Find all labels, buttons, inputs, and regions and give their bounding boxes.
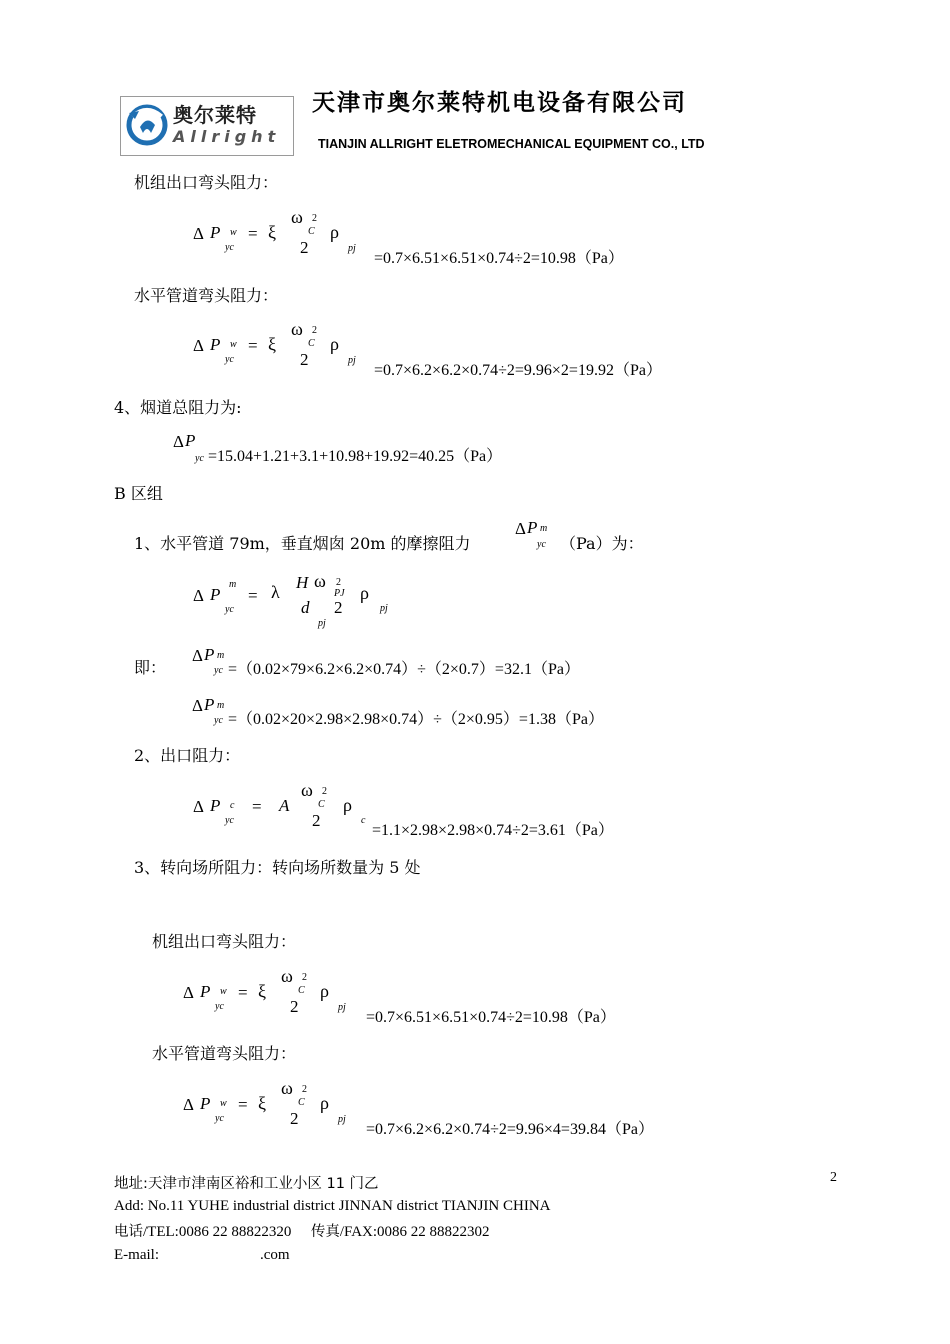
lambda-symbol: λ: [271, 582, 280, 602]
p-symbol: P: [210, 796, 221, 815]
denominator-2: 2: [300, 350, 309, 369]
xi-symbol: ξ: [268, 334, 277, 354]
equals: =: [248, 586, 258, 605]
sub-c: C: [298, 985, 305, 996]
equals: =: [248, 336, 258, 355]
sup-w: w: [220, 986, 227, 997]
sup-m: m: [217, 700, 225, 711]
rho-symbol: ρ: [320, 981, 329, 1001]
sup-2: 2: [312, 325, 317, 336]
sub-pj: pj: [318, 618, 326, 629]
fax-number: /FAX:0086 22 88822302: [339, 1224, 490, 1240]
delta-symbol: Δ: [193, 336, 204, 355]
sup-m: m: [217, 650, 225, 661]
sub-pj: pj: [338, 1114, 346, 1125]
sub-yc: yc: [214, 665, 223, 676]
delta-symbol: Δ: [173, 432, 184, 451]
sub-yc: yc: [215, 1001, 224, 1012]
outlet-resistance-result: =1.1×2.98×2.98×0.74÷2=3.61（Pa）: [372, 822, 614, 839]
sub-yc: yc: [537, 539, 546, 550]
omega-symbol: ω: [301, 780, 313, 800]
sub-c: C: [308, 226, 315, 237]
sup-2: 2: [302, 972, 307, 983]
sup-2: 2: [302, 1084, 307, 1095]
p-symbol: P: [210, 223, 221, 242]
denominator-2: 2: [290, 997, 299, 1016]
sup-m: m: [229, 579, 237, 590]
sub-c: c: [361, 815, 366, 826]
footer-address-en: Add: No.11 YUHE industrial district JINNAN district TIANJIN CHINA: [114, 1198, 551, 1214]
sub-yc: yc: [225, 604, 234, 615]
delta-symbol: Δ: [192, 696, 203, 715]
xi-symbol: ξ: [268, 222, 277, 242]
equals: =: [248, 224, 258, 243]
omega-symbol: ω: [314, 571, 326, 591]
denominator-2: 2: [312, 811, 321, 830]
tel-number: /TEL:0086 22 88822320: [143, 1224, 292, 1240]
friction-calc-horizontal: =（0.02×79×6.2×6.2×0.74）÷（2×0.7）=32.1（Pa）: [228, 661, 580, 678]
p-symbol: P: [204, 695, 215, 714]
ji-label: 即：: [134, 658, 167, 677]
p-symbol: P: [527, 518, 538, 537]
rho-symbol: ρ: [343, 795, 352, 815]
horizontal-elbow-result: =0.7×6.2×6.2×0.74÷2=9.96×2=19.92（Pa）: [374, 362, 662, 379]
sub-c: C: [298, 1097, 305, 1108]
rho-symbol: ρ: [330, 334, 339, 354]
omega-symbol: ω: [281, 1078, 293, 1098]
company-name-en: TIANJIN ALLRIGHT ELETROMECHANICAL EQUIPMENT CO., LTD: [318, 137, 705, 151]
p-symbol: P: [210, 335, 221, 354]
company-logo: [120, 96, 294, 156]
sup-w: w: [230, 227, 237, 238]
sup-c: c: [230, 800, 235, 811]
p-symbol: P: [210, 585, 221, 604]
omega-symbol: ω: [281, 966, 293, 986]
b-horizontal-elbow-label: 水平管道弯头阻力：: [152, 1044, 297, 1063]
footer-phone-fax: [114, 1220, 490, 1241]
a-symbol: A: [279, 796, 290, 815]
sub-yc: yc: [195, 453, 204, 464]
page-number: 2: [830, 1170, 837, 1185]
item1-suffix: （Pa）为：: [560, 534, 644, 553]
sub-pj-upper: PJ: [334, 588, 345, 599]
sub-c: C: [318, 799, 325, 810]
equals: =: [252, 797, 262, 816]
item1-text: 1、水平管道 79m，垂直烟囱 20m 的摩擦阻力: [134, 534, 471, 553]
p-symbol: P: [200, 982, 211, 1001]
sub-pj: pj: [380, 603, 388, 614]
p-symbol: P: [185, 431, 196, 450]
b-elbow-outlet-result: =0.7×6.51×6.51×0.74÷2=10.98（Pa）: [366, 1009, 616, 1026]
sub-yc: yc: [215, 1113, 224, 1124]
tel-label: 电话: [114, 1224, 143, 1240]
b-elbow-outlet-label: 机组出口弯头阻力：: [152, 932, 297, 951]
delta-symbol: Δ: [515, 519, 526, 538]
sub-yc: yc: [214, 715, 223, 726]
delta-symbol: Δ: [193, 586, 204, 605]
elbow-outlet-result: =0.7×6.51×6.51×0.74÷2=10.98（Pa）: [374, 250, 624, 267]
sup-2: 2: [312, 213, 317, 224]
denominator-2: 2: [334, 598, 343, 617]
logo-chinese-text: 奥尔莱特: [173, 103, 257, 127]
section-b-title: B 区组: [114, 484, 163, 503]
sup-w: w: [230, 339, 237, 350]
denominator-2: 2: [290, 1109, 299, 1128]
omega-symbol: ω: [291, 319, 303, 339]
sup-2: 2: [336, 577, 341, 588]
friction-calc-vertical: =（0.02×20×2.98×2.98×0.74）÷（2×0.95）=1.38（Pa）: [228, 711, 604, 728]
delta-symbol: Δ: [193, 797, 204, 816]
d-symbol: d: [301, 598, 310, 617]
horizontal-elbow-label: 水平管道弯头阻力：: [134, 286, 279, 305]
delta-symbol: Δ: [183, 1095, 194, 1114]
sub-c: C: [308, 338, 315, 349]
footer-email-domain: .com: [260, 1247, 290, 1263]
company-name-cn: 天津市奥尔莱特机电设备有限公司: [312, 90, 687, 116]
xi-symbol: ξ: [258, 981, 267, 1001]
rho-symbol: ρ: [320, 1093, 329, 1113]
elbow-outlet-label: 机组出口弯头阻力：: [134, 173, 279, 192]
xi-symbol: ξ: [258, 1093, 267, 1113]
footer-address-cn: 地址:天津市津南区裕和工业小区 11 门乙: [114, 1176, 379, 1192]
h-symbol: H: [296, 573, 309, 592]
b-horizontal-elbow-result: =0.7×6.2×6.2×0.74÷2=9.96×4=39.84（Pa）: [366, 1121, 654, 1138]
omega-symbol: ω: [291, 207, 303, 227]
footer-email-label: E-mail:: [114, 1247, 159, 1263]
item3-text: 3、转向场所阻力：转向场所数量为 5 处: [134, 858, 421, 877]
delta-symbol: Δ: [183, 983, 194, 1002]
item2-text: 2、出口阻力：: [134, 746, 241, 765]
swirl-logo-icon: [125, 103, 169, 147]
rho-symbol: ρ: [360, 583, 369, 603]
sub-pj: pj: [348, 355, 356, 366]
sup-w: w: [220, 1098, 227, 1109]
sup-m: m: [540, 523, 548, 534]
logo-english-text: Allright: [173, 127, 281, 146]
equals: =: [238, 983, 248, 1002]
fax-label: 传真: [310, 1224, 340, 1240]
delta-symbol: Δ: [192, 646, 203, 665]
sub-yc: yc: [225, 354, 234, 365]
total-resistance-result: =15.04+1.21+3.1+10.98+19.92=40.25（Pa）: [208, 448, 503, 465]
p-symbol: P: [200, 1094, 211, 1113]
sub-pj: pj: [348, 243, 356, 254]
p-symbol: P: [204, 645, 215, 664]
total-resistance-label: 4、烟道总阻力为:: [114, 398, 242, 417]
sub-pj: pj: [338, 1002, 346, 1013]
sub-yc: yc: [225, 815, 234, 826]
delta-symbol: Δ: [193, 224, 204, 243]
equals: =: [238, 1095, 248, 1114]
rho-symbol: ρ: [330, 222, 339, 242]
sub-yc: yc: [225, 242, 234, 253]
sup-2: 2: [322, 786, 327, 797]
denominator-2: 2: [300, 238, 309, 257]
